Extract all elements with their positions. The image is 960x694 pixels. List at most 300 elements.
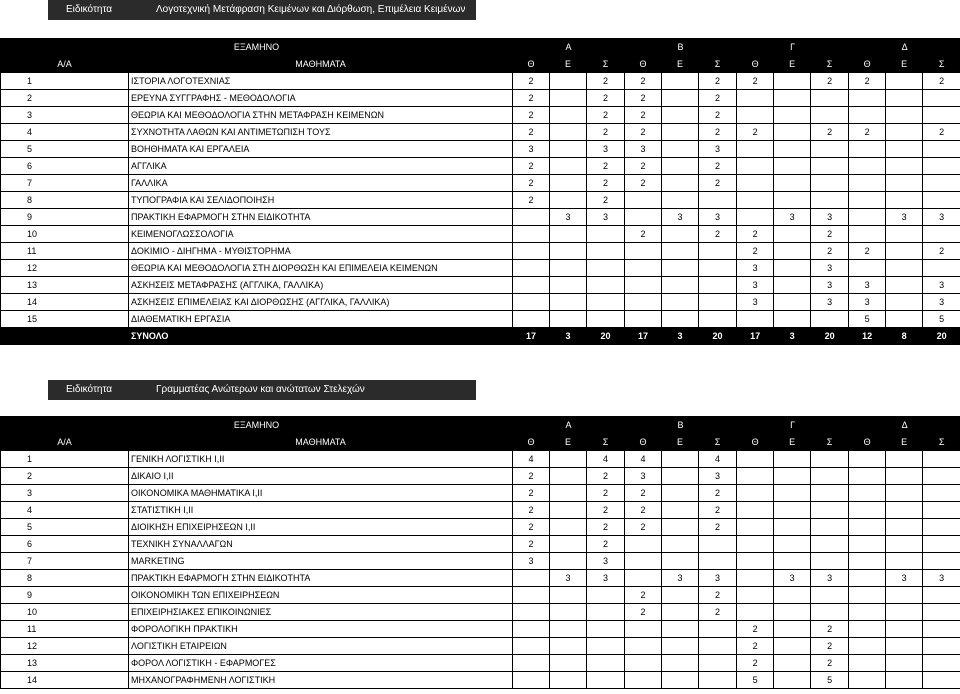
hours-cell	[699, 294, 737, 311]
row-index: 3	[1, 107, 129, 124]
course-name: ΠΡΑΚΤΙΚΗ ΕΦΑΡΜΟΓΗ ΣΤΗΝ ΕΙΔΙΚΟΤΗΤΑ	[129, 570, 513, 587]
hours-cell	[550, 519, 587, 536]
hours-cell: 2	[923, 73, 960, 90]
course-name: ΔΟΚΙΜΙΟ - ΔΙΗΓΗΜΑ - ΜΥΘΙΣΤΟΡΗΜΑ	[129, 243, 513, 260]
hours-cell	[550, 485, 587, 502]
hours-cell	[886, 73, 923, 90]
hours-cell: 2	[587, 468, 625, 485]
row-index: 6	[1, 158, 129, 175]
hours-cell	[811, 519, 849, 536]
hours-cell	[737, 175, 774, 192]
hours-cell: 2	[737, 124, 774, 141]
column-header-row	[1, 434, 960, 451]
hours-cell	[513, 672, 550, 689]
hours-cell: 2	[625, 107, 662, 124]
hours-cell	[587, 311, 625, 328]
row-index: 2	[1, 468, 129, 485]
total-row	[1, 328, 960, 345]
row-index: 7	[1, 553, 129, 570]
hours-cell: 2	[625, 502, 662, 519]
hours-cell	[513, 311, 550, 328]
row-index: 8	[1, 570, 129, 587]
hours-cell	[886, 621, 923, 638]
hours-cell	[550, 141, 587, 158]
hours-cell	[849, 451, 886, 468]
row-index: 2	[1, 90, 129, 107]
total-label: ΣΥΝΟΛΟ	[129, 328, 513, 345]
hours-cell	[811, 604, 849, 621]
hours-cell	[699, 536, 737, 553]
hours-cell: 2	[625, 124, 662, 141]
hours-cell	[737, 553, 774, 570]
sub-header: Ε	[550, 434, 587, 451]
semester-header-row	[1, 39, 960, 56]
hours-cell	[625, 621, 662, 638]
course-name: ΙΣΤΟΡΙΑ ΛΟΓΟΤΕΧΝΙΑΣ	[129, 73, 513, 90]
hours-cell	[886, 468, 923, 485]
hours-cell: 2	[587, 107, 625, 124]
hours-cell	[774, 655, 811, 672]
hours-cell	[849, 158, 886, 175]
hours-cell: 2	[625, 587, 662, 604]
hours-cell: 3	[587, 570, 625, 587]
table-row	[1, 260, 960, 277]
hours-cell	[737, 141, 774, 158]
hours-cell	[774, 192, 811, 209]
hours-cell: 2	[699, 175, 737, 192]
hours-cell	[811, 175, 849, 192]
table-row	[1, 243, 960, 260]
course-name: ΤΥΠΟΓΡΑΦΙΑ ΚΑΙ ΣΕΛΙΔΟΠΟΙΗΣΗ	[129, 192, 513, 209]
total-value: 3	[662, 328, 699, 345]
hours-cell: 2	[699, 90, 737, 107]
semester-header: ΕΞΑΜΗΝΟ	[1, 39, 513, 56]
hours-cell	[923, 672, 960, 689]
hours-cell: 2	[737, 621, 774, 638]
hours-cell	[886, 587, 923, 604]
hours-cell	[550, 587, 587, 604]
hours-cell	[849, 655, 886, 672]
hours-cell: 2	[513, 536, 550, 553]
hours-cell: 2	[587, 192, 625, 209]
hours-cell	[774, 294, 811, 311]
hours-cell	[550, 604, 587, 621]
hours-cell	[513, 226, 550, 243]
table-row	[1, 226, 960, 243]
hours-cell: 3	[625, 468, 662, 485]
index-header: Α/Α	[1, 434, 129, 451]
hours-cell	[923, 451, 960, 468]
hours-cell	[699, 277, 737, 294]
hours-cell	[774, 311, 811, 328]
row-index: 11	[1, 243, 129, 260]
course-name: ΚΕΙΜΕΝΟΓΛΩΣΣΟΛΟΓΙΑ	[129, 226, 513, 243]
row-index: 7	[1, 175, 129, 192]
hours-cell	[923, 655, 960, 672]
course-name: ΔΙΚΑΙΟ Ι,ΙΙ	[129, 468, 513, 485]
hours-cell: 2	[699, 604, 737, 621]
row-index: 11	[1, 621, 129, 638]
hours-cell: 2	[625, 73, 662, 90]
hours-cell	[923, 468, 960, 485]
hours-cell: 2	[699, 73, 737, 90]
sub-header: Ε	[550, 56, 587, 73]
hours-cell: 2	[587, 175, 625, 192]
table-row	[1, 311, 960, 328]
hours-cell	[587, 638, 625, 655]
sub-header: Θ	[849, 56, 886, 73]
sub-header: Θ	[513, 56, 550, 73]
hours-cell	[849, 141, 886, 158]
sub-header: Ε	[774, 434, 811, 451]
hours-cell	[849, 226, 886, 243]
hours-cell: 2	[587, 536, 625, 553]
hours-cell	[737, 587, 774, 604]
hours-cell: 2	[811, 655, 849, 672]
hours-cell	[811, 485, 849, 502]
hours-cell	[550, 553, 587, 570]
hours-cell	[923, 175, 960, 192]
hours-cell	[886, 451, 923, 468]
row-index: 15	[1, 311, 129, 328]
hours-cell	[886, 277, 923, 294]
table-row	[1, 158, 960, 175]
hours-cell	[849, 621, 886, 638]
hours-cell	[923, 502, 960, 519]
sub-header: Θ	[625, 434, 662, 451]
hours-cell	[849, 209, 886, 226]
hours-cell	[550, 672, 587, 689]
hours-cell	[550, 621, 587, 638]
hours-cell: 3	[737, 294, 774, 311]
row-index: 12	[1, 260, 129, 277]
course-name: ΟΙΚΟΝΟΜΙΚΗ ΤΩΝ ΕΠΙΧΕΙΡΗΣΕΩΝ	[129, 587, 513, 604]
course-name: MARKETING	[129, 553, 513, 570]
hours-cell	[811, 141, 849, 158]
hours-cell	[662, 553, 699, 570]
table-row	[1, 485, 960, 502]
table-row	[1, 536, 960, 553]
hours-cell	[774, 519, 811, 536]
hours-cell: 3	[811, 294, 849, 311]
hours-cell	[625, 553, 662, 570]
course-name: ΣΤΑΤΙΣΤΙΚΗ Ι,ΙΙ	[129, 502, 513, 519]
hours-cell	[625, 260, 662, 277]
curriculum-table	[0, 38, 960, 345]
courses-header: ΜΑΘΗΜΑΤΑ	[129, 434, 513, 451]
hours-cell	[886, 260, 923, 277]
table-row	[1, 587, 960, 604]
hours-cell	[886, 553, 923, 570]
semester-a: Α	[513, 39, 625, 56]
hours-cell	[513, 260, 550, 277]
table-row	[1, 502, 960, 519]
curriculum-table	[0, 416, 960, 689]
table-row	[1, 192, 960, 209]
hours-cell: 3	[662, 209, 699, 226]
hours-cell	[923, 536, 960, 553]
hours-cell	[811, 192, 849, 209]
hours-cell	[699, 672, 737, 689]
hours-cell	[587, 621, 625, 638]
table-row	[1, 90, 960, 107]
hours-cell	[513, 294, 550, 311]
total-value: 20	[811, 328, 849, 345]
sub-header: Σ	[811, 434, 849, 451]
table-row	[1, 672, 960, 689]
hours-cell	[625, 655, 662, 672]
sub-header: Ε	[774, 56, 811, 73]
hours-cell	[811, 587, 849, 604]
table-row	[1, 655, 960, 672]
hours-cell	[849, 107, 886, 124]
hours-cell	[849, 536, 886, 553]
hours-cell	[849, 570, 886, 587]
hours-cell: 3	[587, 141, 625, 158]
row-index: 5	[1, 141, 129, 158]
row-index: 13	[1, 277, 129, 294]
hours-cell	[587, 587, 625, 604]
hours-cell: 2	[513, 124, 550, 141]
hours-cell: 2	[625, 604, 662, 621]
specialty-name: Λογοτεχνική Μετάφραση Κειμένων και Διόρθωση, Επιμέλεια Κειμένων	[156, 4, 466, 15]
hours-cell: 4	[699, 451, 737, 468]
hours-cell: 3	[923, 570, 960, 587]
hours-cell: 2	[587, 158, 625, 175]
hours-cell	[587, 277, 625, 294]
hours-cell	[662, 519, 699, 536]
hours-cell: 2	[513, 192, 550, 209]
table-row	[1, 451, 960, 468]
hours-cell	[625, 277, 662, 294]
table-row	[1, 277, 960, 294]
hours-cell	[737, 502, 774, 519]
course-name: ΟΙΚΟΝΟΜΙΚΑ ΜΑΘΗΜΑΤΙΚΑ Ι,ΙΙ	[129, 485, 513, 502]
hours-cell	[662, 124, 699, 141]
hours-cell	[625, 672, 662, 689]
hours-cell	[513, 243, 550, 260]
hours-cell	[923, 90, 960, 107]
hours-cell	[849, 519, 886, 536]
table-row	[1, 107, 960, 124]
hours-cell: 3	[849, 294, 886, 311]
hours-cell	[811, 107, 849, 124]
hours-cell	[550, 192, 587, 209]
hours-cell	[923, 158, 960, 175]
hours-cell: 3	[550, 570, 587, 587]
hours-cell: 2	[587, 485, 625, 502]
hours-cell	[662, 621, 699, 638]
hours-cell	[774, 277, 811, 294]
sub-header: Θ	[737, 434, 774, 451]
sub-header: Ε	[886, 434, 923, 451]
hours-cell	[662, 536, 699, 553]
hours-cell: 2	[513, 158, 550, 175]
row-index: 14	[1, 672, 129, 689]
hours-cell: 3	[811, 260, 849, 277]
semester-c: Γ	[737, 417, 849, 434]
sub-header: Σ	[923, 434, 960, 451]
total-value: 3	[550, 328, 587, 345]
course-name: ΔΙΑΘΕΜΑΤΙΚΗ ΕΡΓΑΣΙΑ	[129, 311, 513, 328]
total-value: 17	[625, 328, 662, 345]
hours-cell: 3	[849, 277, 886, 294]
hours-cell	[923, 621, 960, 638]
hours-cell	[587, 226, 625, 243]
hours-cell: 2	[513, 73, 550, 90]
row-index: 9	[1, 209, 129, 226]
hours-cell	[886, 519, 923, 536]
row-index: 1	[1, 451, 129, 468]
hours-cell	[774, 553, 811, 570]
hours-cell	[662, 311, 699, 328]
hours-cell: 2	[923, 124, 960, 141]
course-name: ΓΕΝΙΚΗ ΛΟΓΙΣΤΙΚΗ Ι,ΙΙ	[129, 451, 513, 468]
hours-cell	[587, 672, 625, 689]
hours-cell	[774, 451, 811, 468]
hours-cell	[737, 468, 774, 485]
row-index: 6	[1, 536, 129, 553]
hours-cell	[550, 158, 587, 175]
hours-cell	[662, 260, 699, 277]
specialty-name: Γραμματέας Ανώτερων και ανώτατων Στελεχών	[156, 384, 365, 395]
hours-cell	[587, 260, 625, 277]
hours-cell: 2	[513, 107, 550, 124]
hours-cell	[774, 587, 811, 604]
hours-cell	[737, 311, 774, 328]
hours-cell	[662, 485, 699, 502]
hours-cell	[774, 672, 811, 689]
hours-cell	[513, 604, 550, 621]
row-index: 4	[1, 502, 129, 519]
hours-cell	[886, 502, 923, 519]
table-row	[1, 519, 960, 536]
column-header-row	[1, 56, 960, 73]
hours-cell	[774, 73, 811, 90]
sub-header: Ε	[662, 56, 699, 73]
semester-d: Δ	[849, 417, 960, 434]
hours-cell	[550, 73, 587, 90]
hours-cell: 3	[587, 553, 625, 570]
hours-cell	[662, 192, 699, 209]
hours-cell	[886, 294, 923, 311]
hours-cell: 4	[513, 451, 550, 468]
hours-cell	[886, 672, 923, 689]
hours-cell	[811, 553, 849, 570]
hours-cell: 5	[849, 311, 886, 328]
hours-cell	[550, 107, 587, 124]
course-name: ΘΕΩΡΙΑ ΚΑΙ ΜΕΘΟΔΟΛΟΓΙΑ ΣΤΗΝ ΜΕΤΑΦΡΑΣΗ ΚΕΙΜΕΝΩΝ	[129, 107, 513, 124]
hours-cell	[737, 158, 774, 175]
hours-cell	[662, 587, 699, 604]
hours-cell	[550, 226, 587, 243]
hours-cell: 2	[737, 73, 774, 90]
hours-cell	[625, 192, 662, 209]
hours-cell: 2	[587, 519, 625, 536]
course-name: ΦΟΡΟΛΟΓΙΚΗ ΠΡΑΚΤΙΚΗ	[129, 621, 513, 638]
course-name: ΓΑΛΛΙΚΑ	[129, 175, 513, 192]
sub-header: Σ	[811, 56, 849, 73]
semester-b: Β	[625, 39, 737, 56]
hours-cell: 3	[699, 209, 737, 226]
hours-cell	[625, 311, 662, 328]
hours-cell	[662, 638, 699, 655]
hours-cell: 2	[811, 124, 849, 141]
hours-cell	[662, 451, 699, 468]
hours-cell: 2	[699, 158, 737, 175]
hours-cell	[737, 604, 774, 621]
hours-cell	[923, 485, 960, 502]
semester-c: Γ	[737, 39, 849, 56]
hours-cell	[886, 107, 923, 124]
hours-cell	[625, 209, 662, 226]
course-name: ΕΠΙΧΕΙΡΗΣΙΑΚΕΣ ΕΠΙΚΟΙΝΩΝΙΕΣ	[129, 604, 513, 621]
hours-cell: 2	[849, 73, 886, 90]
hours-cell	[849, 485, 886, 502]
sub-header: Ε	[886, 56, 923, 73]
hours-cell	[886, 311, 923, 328]
table-row	[1, 294, 960, 311]
row-index: 8	[1, 192, 129, 209]
hours-cell	[774, 604, 811, 621]
hours-cell	[774, 158, 811, 175]
sub-header: Θ	[849, 434, 886, 451]
hours-cell: 2	[587, 73, 625, 90]
hours-cell: 3	[774, 570, 811, 587]
hours-cell: 2	[513, 468, 550, 485]
hours-cell	[811, 451, 849, 468]
hours-cell	[662, 175, 699, 192]
hours-cell: 2	[513, 485, 550, 502]
hours-cell	[811, 468, 849, 485]
hours-cell	[849, 502, 886, 519]
hours-cell	[513, 587, 550, 604]
hours-cell: 2	[737, 226, 774, 243]
hours-cell	[513, 655, 550, 672]
hours-cell: 3	[513, 553, 550, 570]
hours-cell	[513, 638, 550, 655]
hours-cell	[886, 124, 923, 141]
hours-cell	[662, 243, 699, 260]
hours-cell: 2	[513, 502, 550, 519]
hours-cell	[849, 604, 886, 621]
hours-cell	[811, 158, 849, 175]
total-value: 20	[587, 328, 625, 345]
hours-cell	[513, 570, 550, 587]
hours-cell	[811, 90, 849, 107]
hours-cell	[886, 226, 923, 243]
hours-cell: 2	[513, 519, 550, 536]
hours-cell	[662, 73, 699, 90]
row-index: 9	[1, 587, 129, 604]
hours-cell: 3	[699, 570, 737, 587]
hours-cell: 2	[923, 243, 960, 260]
total-value: 20	[699, 328, 737, 345]
hours-cell: 2	[587, 124, 625, 141]
hours-cell: 3	[923, 277, 960, 294]
hours-cell: 2	[737, 638, 774, 655]
hours-cell	[699, 260, 737, 277]
hours-cell: 2	[811, 73, 849, 90]
specialty-banner	[48, 0, 476, 20]
hours-cell	[811, 311, 849, 328]
hours-cell	[625, 570, 662, 587]
hours-cell	[774, 502, 811, 519]
hours-cell	[737, 90, 774, 107]
hours-cell	[699, 638, 737, 655]
hours-cell	[699, 243, 737, 260]
hours-cell	[849, 587, 886, 604]
